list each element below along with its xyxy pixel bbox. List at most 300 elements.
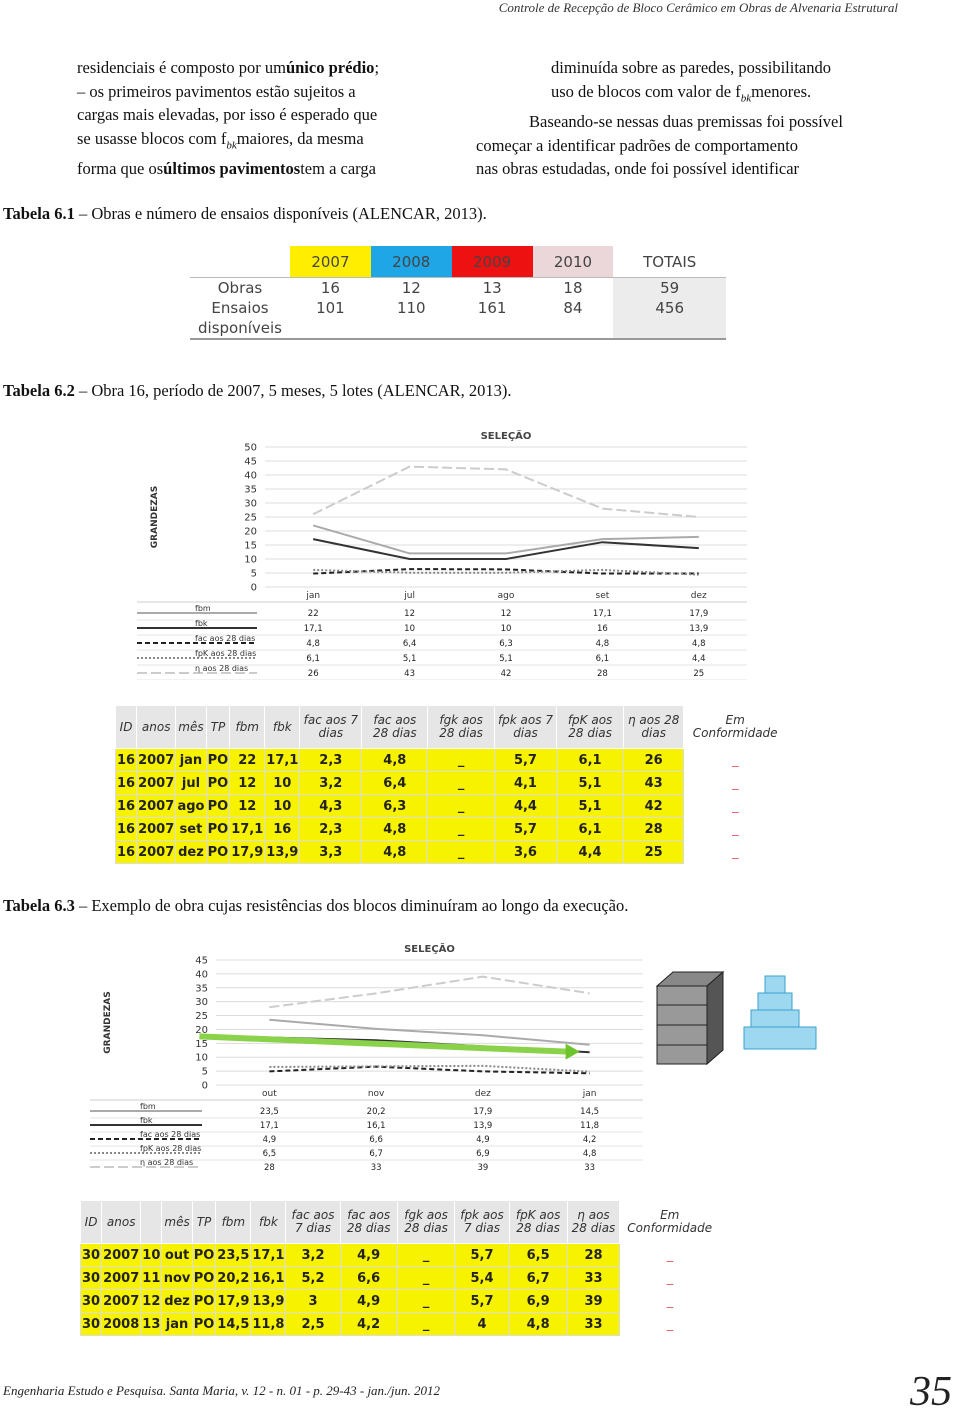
t62-cell: 28: [624, 818, 684, 841]
t62-cell: 4,8: [362, 749, 428, 772]
table-6-3-caption: Tabela 6.3 – Exemplo de obra cujas resistências dos blocos diminuíram ao longo da execução.: [3, 896, 629, 915]
y-tick-label: 15: [195, 1038, 208, 1050]
y-tick-label: 40: [195, 969, 208, 981]
t63-cell: 2007: [102, 1267, 141, 1290]
t63-header: fgk aos 28 dias: [397, 1201, 455, 1244]
data-table-value: 4,8: [692, 639, 706, 649]
trend-arrow-icon: [199, 1036, 579, 1059]
legend-label: fac aos 28 dias: [140, 1130, 201, 1139]
data-table-value: 13,9: [473, 1121, 493, 1131]
t62-cell: _: [428, 841, 494, 864]
x-tick-label: jan: [306, 591, 321, 601]
t62-cell: 6,4: [362, 772, 428, 795]
legend-label: fbm: [140, 1102, 156, 1111]
data-table-value: 10: [404, 624, 416, 634]
right-line-3: Baseando-se nessas duas premissas foi possível: [529, 112, 843, 132]
t62-cell: PO: [206, 841, 230, 864]
t63-cell: _: [397, 1244, 455, 1267]
t62-cell: 12: [230, 772, 265, 795]
pyramid-blocks-icon: [744, 976, 816, 1049]
t61-row-label: Ensaios: [211, 299, 269, 317]
data-table-value: 17,1: [303, 624, 323, 634]
data-table-value: 42: [500, 669, 512, 679]
t62-cell: 4,8: [362, 841, 428, 864]
t63-cell: 33: [567, 1267, 620, 1290]
t62-cell: 17,1: [265, 749, 300, 772]
legend-label: fpK aos 28 dias: [140, 1144, 202, 1153]
t62-cell: 2,3: [300, 749, 362, 772]
t63-cell: _: [397, 1290, 455, 1313]
data-table-value: 17,9: [473, 1107, 493, 1117]
t63-cell: 4,8: [509, 1313, 567, 1336]
t62-cell: 17,9: [230, 841, 265, 864]
t62-cell: 6,3: [362, 795, 428, 818]
t62-cell: PO: [206, 772, 230, 795]
t62-cell: 4,4: [494, 795, 556, 818]
data-table-value: 28: [263, 1163, 275, 1173]
data-table-value: 33: [584, 1163, 596, 1173]
y-tick-label: 5: [250, 568, 257, 580]
series-line-3: [313, 570, 699, 575]
table-row: [116, 772, 787, 795]
t62-cell: 5,1: [557, 772, 624, 795]
t61-header-2009: 2009: [452, 246, 533, 278]
t63-cell: 4,2: [340, 1313, 397, 1336]
y-tick-label: 0: [250, 582, 257, 594]
t63-cell: 5,7: [455, 1244, 509, 1267]
t62-cell: 42: [624, 795, 684, 818]
chart-selecao-obra-16: [135, 425, 755, 680]
t62-cell: 10: [265, 772, 300, 795]
t62-cell: _: [428, 749, 494, 772]
t62-cell: 2007: [137, 772, 176, 795]
t62-cell: jul: [176, 772, 206, 795]
data-table-value: 17,9: [689, 609, 709, 619]
t62-cell: _: [732, 798, 739, 814]
t63-cell: 4,9: [340, 1290, 397, 1313]
t63-cell: 10: [141, 1244, 162, 1267]
left-line-5: forma que osúltimos pavimentostem a carga: [77, 159, 376, 179]
t62-header: fbm: [230, 706, 265, 749]
y-tick-label: 10: [195, 1052, 208, 1064]
data-table-value: 20,2: [366, 1107, 386, 1117]
right-line-1: diminuída sobre as paredes, possibilitando: [551, 58, 831, 77]
t62-cell: 22: [230, 749, 265, 772]
t62-cell: 16: [116, 772, 137, 795]
series-line-4: [313, 467, 699, 517]
t62-cell: 2007: [137, 841, 176, 864]
y-tick-label: 40: [244, 470, 257, 482]
y-axis-label: GRANDEZAS: [150, 485, 160, 549]
data-table-value: 5,1: [499, 654, 513, 664]
t63-cell: _: [397, 1267, 455, 1290]
t63-cell: 2,5: [286, 1313, 340, 1336]
y-tick-label: 5: [201, 1066, 208, 1078]
t61-cell: 59: [613, 278, 726, 299]
y-axis-label: GRANDEZAS: [103, 991, 113, 1054]
x-tick-label: jan: [582, 1089, 597, 1099]
t61-header-2010: 2010: [533, 246, 614, 278]
x-tick-label: set: [595, 591, 610, 601]
left-text-column: [77, 56, 423, 181]
t61-cell: 16: [320, 279, 340, 297]
y-tick-label: 45: [244, 456, 257, 468]
data-table-value: 16: [596, 624, 608, 634]
table-row: [116, 749, 787, 772]
t62-cell: _: [732, 821, 739, 837]
table-6-2-caption: Tabela 6.2 – Obra 16, período de 2007, 5 meses, 5 lotes (ALENCAR, 2013).: [3, 381, 512, 400]
t62-cell: 4,3: [300, 795, 362, 818]
right-text-column: [476, 56, 897, 181]
t63-header: ID: [81, 1201, 102, 1244]
t62-cell: 5,1: [557, 795, 624, 818]
data-table-value: 17,1: [592, 609, 612, 619]
data-table-value: 26: [307, 669, 319, 679]
t62-header: anos: [137, 706, 176, 749]
table-6-2-data: [115, 705, 787, 864]
t62-cell: 6,1: [557, 818, 624, 841]
t61-cell: [533, 318, 614, 339]
t63-cell: 13,9: [251, 1290, 286, 1313]
x-tick-label: jul: [404, 591, 415, 601]
table-row: [81, 1313, 720, 1336]
t63-cell: 30: [81, 1290, 102, 1313]
t63-cell: nov: [162, 1267, 192, 1290]
t61-corner: [190, 246, 290, 278]
t63-cell: 6,5: [509, 1244, 567, 1267]
y-tick-label: 25: [195, 1011, 208, 1023]
table-6-1: [190, 246, 726, 340]
data-table-value: 4,2: [582, 1135, 597, 1145]
t62-header: Em Conformidade: [684, 706, 787, 749]
t62-cell: 2007: [137, 795, 176, 818]
t63-cell: 4,9: [340, 1244, 397, 1267]
t63-header: fpK aos 28 dias: [509, 1201, 567, 1244]
t63-cell: _: [666, 1316, 674, 1332]
t62-cell: set: [176, 818, 206, 841]
t62-cell: _: [732, 752, 739, 768]
data-table-value: 6,7: [369, 1149, 383, 1159]
table-row: [116, 795, 787, 818]
footer-citation: Engenharia Estudo e Pesquisa. Santa Maria, v. 12 - n. 01 - p. 29-43 - jan./jun. 2012: [3, 1383, 441, 1398]
chart-selecao-obra-30: [88, 938, 650, 1173]
t63-cell: 12: [141, 1290, 162, 1313]
y-tick-label: 35: [244, 484, 257, 496]
left-line-3: cargas mais elevadas, por isso é esperado que: [77, 105, 378, 124]
t61-cell: 101: [316, 299, 345, 317]
t62-cell: 5,7: [494, 749, 556, 772]
t63-cell: 2008: [102, 1313, 141, 1336]
y-tick-label: 0: [201, 1080, 208, 1092]
t62-cell: _: [732, 844, 739, 860]
t62-cell: jan: [176, 749, 206, 772]
t62-cell: 12: [230, 795, 265, 818]
table-row: [116, 841, 787, 864]
data-table-value: 16,1: [366, 1121, 386, 1131]
left-line-4: se usasse blocos com $f_{bk}maiores$, da mesma: [77, 128, 364, 151]
t63-header: fbm: [216, 1201, 251, 1244]
x-tick-label: dez: [690, 591, 707, 601]
t62-cell: _: [428, 818, 494, 841]
t63-cell: PO: [192, 1313, 216, 1336]
chart-title: SELEÇÃO: [404, 944, 455, 955]
y-tick-label: 20: [244, 526, 257, 538]
table-row: [81, 1244, 720, 1267]
y-tick-label: 45: [195, 955, 208, 967]
t62-cell: 4,1: [494, 772, 556, 795]
left-line-2: – os primeiros pavimentos estão sujeitos a: [77, 81, 356, 101]
legend-label: η aos 28 dias: [140, 1158, 194, 1167]
t62-cell: 3,2: [300, 772, 362, 795]
data-table-value: 5,1: [402, 654, 417, 664]
t63-cell: 39: [567, 1290, 620, 1313]
data-table-value: 14,5: [580, 1107, 600, 1117]
t63-cell: 16,1: [251, 1267, 286, 1290]
t63-cell: 17,9: [216, 1290, 251, 1313]
t61-header-2008: 2008: [371, 246, 452, 278]
t61-cell: [613, 318, 726, 339]
data-table-value: 28: [596, 669, 608, 679]
left-line-1: residenciais é composto por umúnico prédio;: [77, 58, 380, 77]
data-table-value: 33: [370, 1163, 382, 1173]
t63-cell: dez: [162, 1290, 192, 1313]
chart-title: SELEÇÃO: [480, 431, 532, 442]
table-row: [81, 1290, 720, 1313]
data-table-value: 22: [307, 609, 319, 619]
t63-cell: PO: [192, 1290, 216, 1313]
t63-cell: 4: [455, 1313, 509, 1336]
table-6-3-data: [80, 1200, 720, 1336]
y-tick-label: 25: [244, 512, 257, 524]
t62-cell: PO: [206, 795, 230, 818]
t61-cell: 12: [401, 279, 421, 297]
t62-cell: 5,7: [494, 818, 556, 841]
t61-header-totais: TOTAIS: [613, 246, 726, 278]
t62-cell: 4,4: [557, 841, 624, 864]
table-row: [116, 818, 787, 841]
t63-header: Em Conformidade: [620, 1201, 720, 1244]
t62-cell: 16: [116, 795, 137, 818]
t61-cell: 456: [613, 298, 726, 318]
legend-label: fbk: [195, 619, 208, 628]
x-tick-label: dez: [474, 1089, 491, 1099]
legend-label: η aos 28 dias: [195, 664, 249, 673]
t62-header: mês: [176, 706, 206, 749]
t63-cell: 30: [81, 1244, 102, 1267]
t62-cell: 16: [116, 818, 137, 841]
t61-cell: 18: [563, 279, 583, 297]
t62-header: fbk: [265, 706, 300, 749]
data-table-value: 12: [404, 609, 416, 619]
y-tick-label: 10: [244, 554, 257, 566]
t63-cell: 33: [567, 1313, 620, 1336]
t63-cell: 3,2: [286, 1244, 340, 1267]
t61-row-label: disponíveis: [198, 319, 282, 337]
legend-label: fac aos 28 dias: [195, 634, 256, 643]
t62-cell: dez: [176, 841, 206, 864]
t61-cell: [290, 318, 371, 339]
t63-header: fac aos 7 dias: [286, 1201, 340, 1244]
t63-cell: out: [162, 1244, 192, 1267]
t61-cell: 13: [482, 279, 502, 297]
t62-header: fpK aos 28 dias: [557, 706, 624, 749]
t63-cell: 17,1: [251, 1244, 286, 1267]
t63-cell: _: [666, 1247, 674, 1263]
t63-cell: 5,2: [286, 1267, 340, 1290]
data-table-value: 39: [477, 1163, 489, 1173]
t62-cell: ago: [176, 795, 206, 818]
t62-header: ID: [116, 706, 137, 749]
t62-cell: 13,9: [265, 841, 300, 864]
t63-header: fpk aos 7 dias: [455, 1201, 509, 1244]
t62-header: fac aos 7 dias: [300, 706, 362, 749]
t63-cell: 6,9: [509, 1290, 567, 1313]
legend-label: fbm: [195, 604, 211, 613]
t62-header: TP: [206, 706, 230, 749]
t63-cell: PO: [192, 1244, 216, 1267]
t62-cell: _: [428, 772, 494, 795]
t63-cell: _: [666, 1270, 674, 1286]
t62-cell: 2,3: [300, 818, 362, 841]
t61-cell: 161: [477, 299, 507, 317]
legend-label: fpK aos 28 dias: [195, 649, 257, 658]
y-tick-label: 15: [244, 540, 257, 552]
t62-header: fgk aos 28 dias: [428, 706, 494, 749]
t63-cell: _: [666, 1293, 674, 1309]
data-table-value: 6,1: [595, 654, 610, 664]
x-tick-label: out: [262, 1089, 277, 1099]
data-table-value: 11,8: [580, 1121, 600, 1131]
t63-header: mês: [162, 1201, 192, 1244]
t63-cell: 30: [81, 1267, 102, 1290]
t62-cell: PO: [206, 749, 230, 772]
t62-cell: 2007: [137, 749, 176, 772]
series-line-4: [269, 977, 589, 1008]
y-tick-label: 30: [195, 997, 208, 1009]
t62-cell: 16: [265, 818, 300, 841]
data-table-value: 6,3: [499, 639, 513, 649]
legend-label: fbk: [140, 1116, 153, 1125]
t62-header: fac aos 28 dias: [362, 706, 428, 749]
t62-cell: 25: [624, 841, 684, 864]
t62-cell: 17,1: [230, 818, 265, 841]
t62-cell: 3,6: [494, 841, 556, 864]
y-tick-label: 50: [244, 442, 257, 454]
t63-cell: 23,5: [216, 1244, 251, 1267]
t63-cell: PO: [192, 1267, 216, 1290]
t62-cell: _: [428, 795, 494, 818]
data-table-value: 23,5: [259, 1107, 279, 1117]
data-table-value: 6,6: [369, 1135, 383, 1145]
data-table-value: 4,9: [262, 1135, 277, 1145]
t63-header: η aos 28 dias: [567, 1201, 620, 1244]
table-6-1-caption: Tabela 6.1 – Obras e número de ensaios disponíveis (ALENCAR, 2013).: [3, 204, 487, 223]
data-table-value: 10: [500, 624, 512, 634]
data-table-value: 25: [693, 669, 705, 679]
t62-header: η aos 28 dias: [624, 706, 684, 749]
t62-cell: 16: [116, 749, 137, 772]
t62-cell: 3,3: [300, 841, 362, 864]
data-table-value: 6,1: [306, 654, 320, 664]
right-line-4: começar a identificar padrões de comportamento: [476, 135, 799, 155]
data-table-value: 4,8: [595, 639, 610, 649]
t63-cell: 5,7: [455, 1290, 509, 1313]
data-table-value: 17,1: [259, 1121, 279, 1131]
stacked-bricks-icon: [657, 972, 723, 1064]
x-tick-label: ago: [497, 591, 515, 601]
t63-cell: 2007: [102, 1290, 141, 1313]
t61-row-label: Obras: [217, 279, 263, 297]
page-number: 35: [910, 1369, 952, 1415]
table-row: [81, 1267, 720, 1290]
t61-cell: 110: [396, 299, 426, 317]
y-tick-label: 35: [195, 983, 208, 995]
t61-header-2007: 2007: [290, 246, 371, 278]
t63-cell: _: [397, 1313, 455, 1336]
t63-header: fac aos 28 dias: [340, 1201, 397, 1244]
t63-cell: 5,4: [455, 1267, 509, 1290]
right-line-2: uso de blocos com valor de $f_{bk}menores$.: [551, 81, 812, 104]
t63-header: TP: [192, 1201, 216, 1244]
data-table-value: 6,4: [402, 639, 417, 649]
t63-header: fbk: [251, 1201, 286, 1244]
series-line-0: [313, 525, 699, 553]
t62-cell: 4,8: [362, 818, 428, 841]
data-table-value: 6,9: [476, 1149, 490, 1159]
t62-cell: 6,1: [557, 749, 624, 772]
running-head: Controle de Recepção de Bloco Cerâmico em Obras de Alvenaria Estrutural: [498, 0, 898, 15]
t62-cell: 16: [116, 841, 137, 864]
t61-cell: [371, 318, 452, 339]
right-line-5: nas obras estudadas, onde foi possível identificar: [476, 159, 800, 179]
data-table-value: 4,4: [692, 654, 706, 664]
data-table-value: 13,9: [689, 624, 709, 634]
data-table-value: 4,8: [582, 1149, 597, 1159]
illustration-blocks: [655, 968, 820, 1073]
data-table-value: 12: [500, 609, 512, 619]
t63-cell: 2007: [102, 1244, 141, 1267]
data-table-value: 4,9: [476, 1135, 490, 1145]
t63-cell: 14,5: [216, 1313, 251, 1336]
t63-cell: 6,7: [509, 1267, 567, 1290]
t62-cell: PO: [206, 818, 230, 841]
t63-cell: 28: [567, 1244, 620, 1267]
t63-cell: 11: [141, 1267, 162, 1290]
t63-cell: 13: [141, 1313, 162, 1336]
t63-cell: 11,8: [251, 1313, 286, 1336]
t63-header: [141, 1201, 162, 1244]
data-table-value: 4,8: [306, 639, 320, 649]
t63-cell: 6,6: [340, 1267, 397, 1290]
t62-cell: 2007: [137, 818, 176, 841]
t63-cell: 30: [81, 1313, 102, 1336]
t63-cell: jan: [162, 1313, 192, 1336]
t63-header: anos: [102, 1201, 141, 1244]
data-table-value: 43: [404, 669, 416, 679]
t61-cell: 84: [563, 299, 583, 317]
t62-cell: 10: [265, 795, 300, 818]
t62-cell: 43: [624, 772, 684, 795]
y-tick-label: 30: [244, 498, 257, 510]
t63-cell: 20,2: [216, 1267, 251, 1290]
t61-cell: [452, 318, 533, 339]
x-tick-label: nov: [367, 1089, 385, 1099]
t63-cell: 3: [286, 1290, 340, 1313]
t62-cell: _: [732, 775, 739, 791]
t62-header: fpk aos 7 dias: [494, 706, 556, 749]
t62-cell: 26: [624, 749, 684, 772]
y-tick-label: 20: [195, 1024, 208, 1036]
